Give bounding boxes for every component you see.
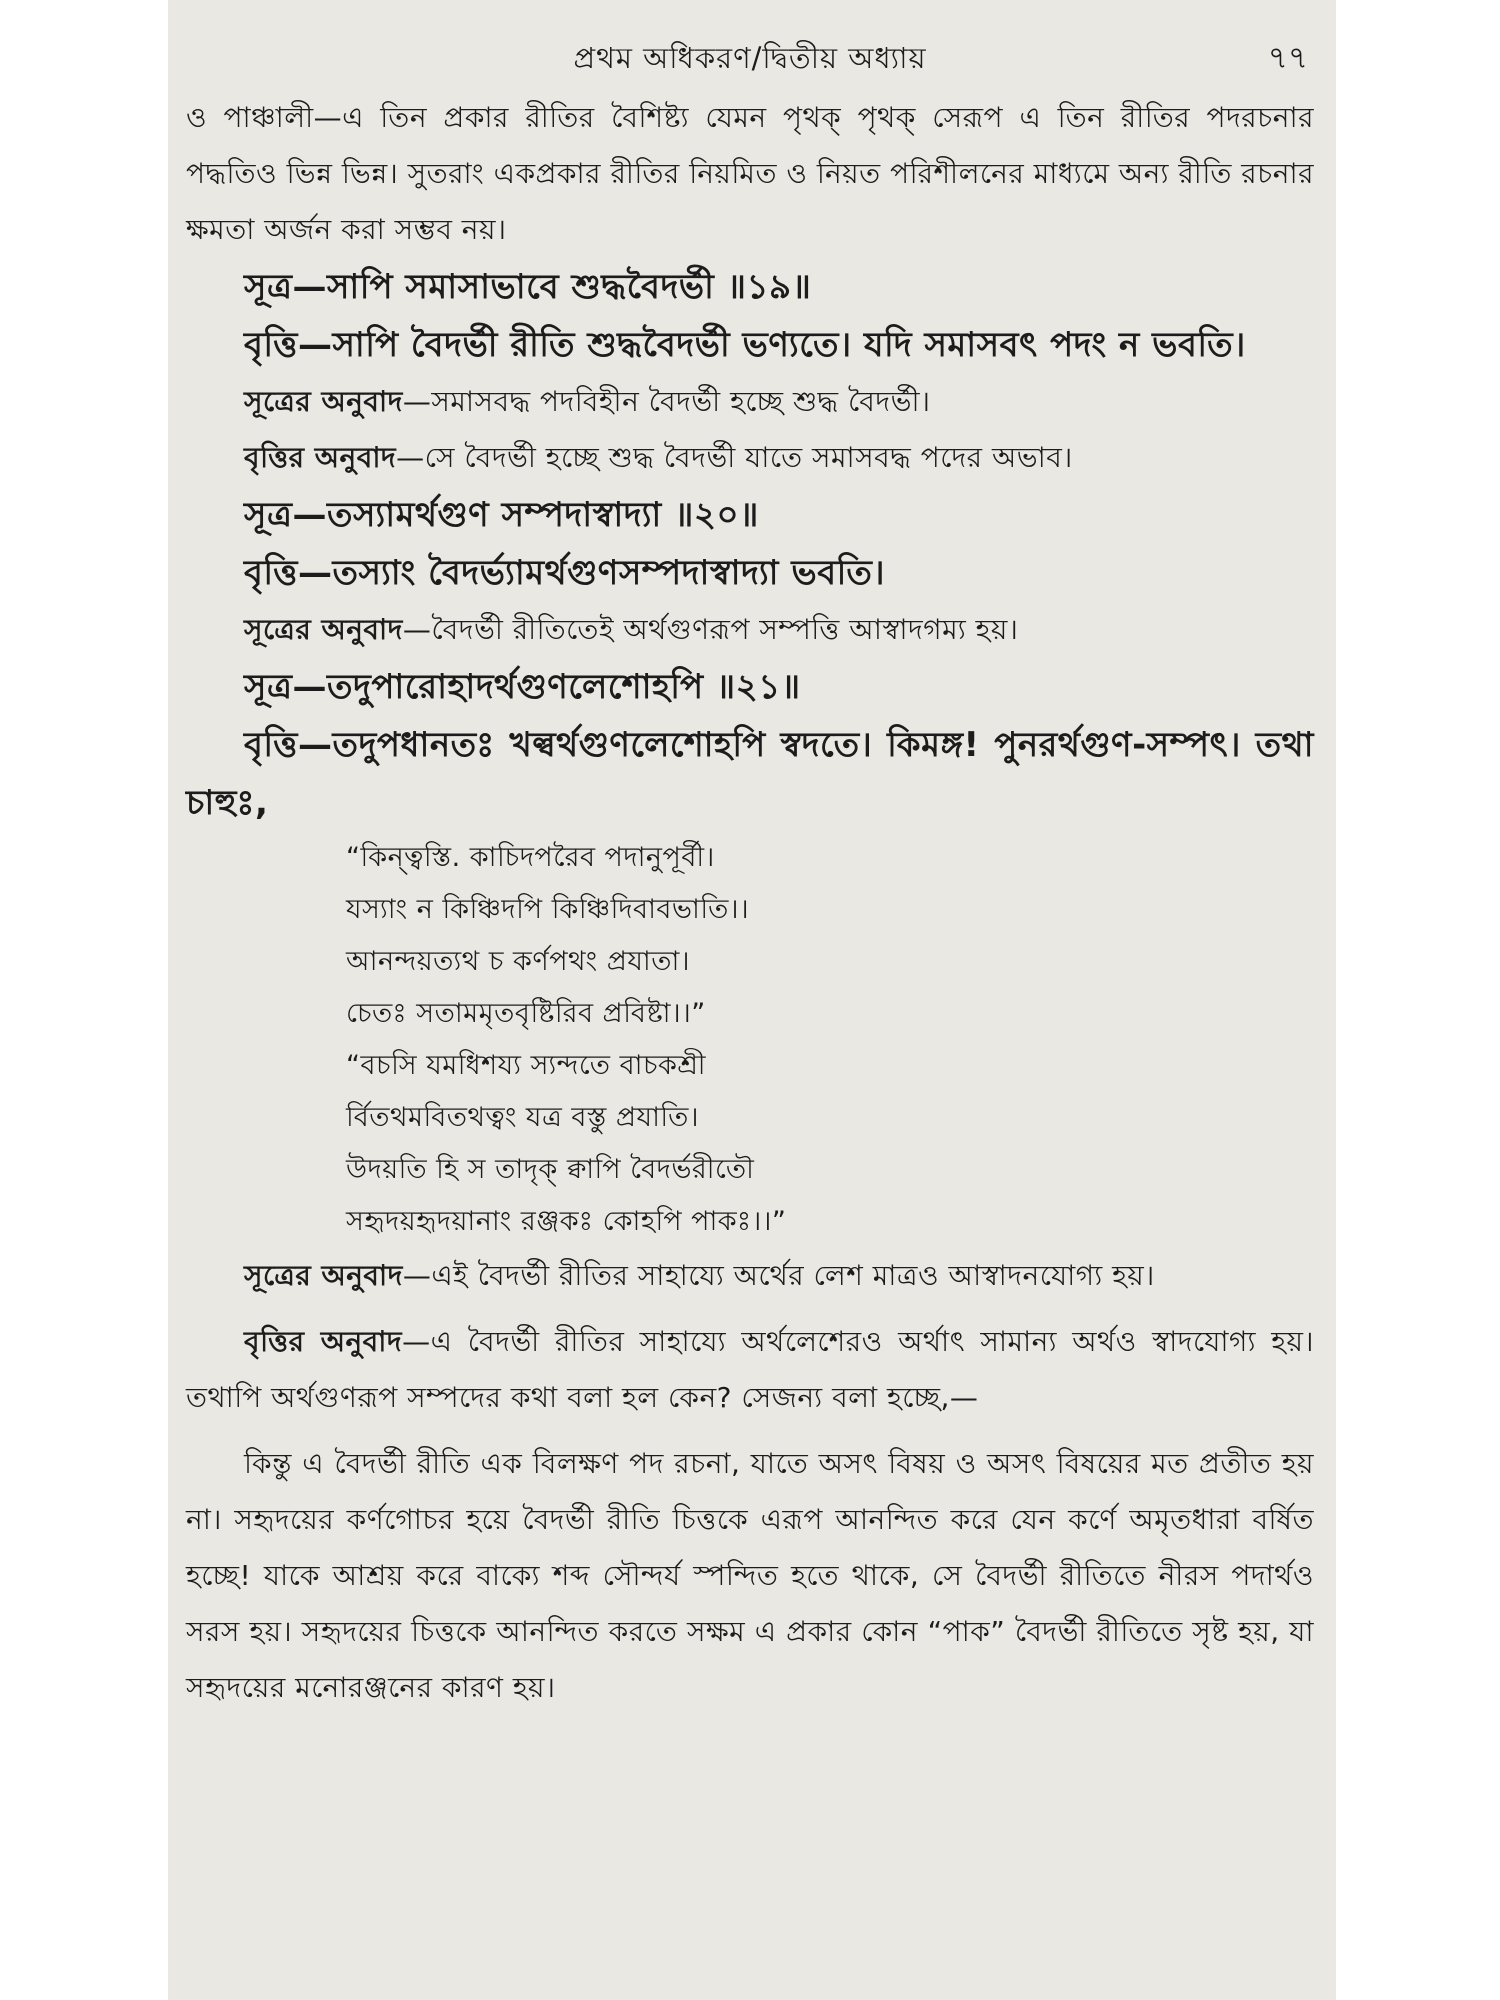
body-text: [186, 90, 1314, 1716]
verse-line: “কিন্ত্বস্তি. কাচিদপরৈব পদানুপূর্বী।: [346, 842, 715, 873]
sutra-translation-label: সূত্রের অনুবাদ: [244, 385, 403, 418]
page-number: ৭৭: [1267, 40, 1308, 76]
running-head: প্রথম অধিকরণ/দ্বিতীয় অধ্যায়: [573, 41, 927, 75]
quoted-verse: [346, 832, 1314, 1248]
sutra-21: সূত্র—তদুপারোহাদর্থগুণলেশোহপি ॥২১॥: [244, 667, 801, 707]
sutra-20-translation: [186, 602, 1314, 658]
verse-line: যস্যাং ন কিঞ্চিদপি কিঞ্চিদিবাবভাতি।।: [346, 894, 750, 925]
page-header: [186, 0, 1314, 90]
sutra-translation-label: সূত্রের অনুবাদ: [244, 1259, 403, 1292]
spacer: [186, 1304, 1314, 1314]
paragraph-intro: ও পাঞ্চালী—এ তিন প্রকার রীতির বৈশিষ্ট্য যেমন পৃথক্ পৃথক্ সেরূপ এ তিন রীতির পদরচনার পদ্ধতিও ভিন্ন ভিন্ন। সুতরাং একপ্রকার রীতির নিয়মিত ও নিয়ত পরিশীলনের মাধ্যমে অন্য রীতি রচনার ক্ষমতা অর্জন করা সম্ভব নয়।: [186, 101, 1314, 246]
verse-line: উদয়তি হি স তাদৃক্ ক্বাপি বৈদর্ভরীতৌ: [346, 1154, 755, 1185]
verse-line: র্বিতথমবিতথত্বং যত্র বস্তু প্রযাতি।: [346, 1102, 700, 1133]
spacer: [186, 1426, 1314, 1436]
vritti-translation-label: বৃত্তির অনুবাদ: [244, 441, 397, 474]
vritti-translation-label: বৃত্তির অনুবাদ: [244, 1325, 403, 1358]
verse-line: “বচসি যমধিশয্য স্যন্দতে বাচকশ্রী: [346, 1050, 706, 1081]
sutra-translation-text: —এই বৈদর্ভী রীতির সাহায্যে অর্থের লেশ মাত্রও আস্বাদনযোগ্য হয়।: [402, 1259, 1155, 1292]
sutra-translation-label: সূত্রের অনুবাদ: [244, 613, 403, 646]
vritti-21: বৃত্তি—তদুপধানতঃ খল্বর্থগুণলেশোহপি স্বদতে। কিমঙ্গ! পুনরর্থগুণ-সম্পৎ। তথা চাহুঃ,: [186, 725, 1314, 823]
sutra-19: সূত্র—সাপি সমাসাভাবে শুদ্ধবৈদর্ভী ॥১৯॥: [244, 267, 812, 307]
verse-line: সহৃদয়হৃদয়ানাং রঞ্জকঃ কোহপি পাকঃ।।”: [346, 1206, 787, 1237]
verse-line: আনন্দয়ত্যথ চ কর্ণপথং প্রযাতা।: [346, 946, 691, 977]
vritti-21-translation: [186, 1314, 1314, 1426]
paragraph-commentary: কিন্তু এ বৈদর্ভী রীতি এক বিলক্ষণ পদ রচনা, যাতে অসৎ বিষয় ও অসৎ বিষয়ের মত প্রতীত হয় না। সহৃদয়ের কর্ণগোচর হয়ে বৈদর্ভী রীতি চিত্তকে এরূপ আনন্দিত করে যেন কর্ণে অমৃতধারা বর্ষিত হচ্ছে! যাকে আশ্রয় করে বাক্যে শব্দ সৌন্দর্য স্পন্দিত হতে থাকে, সে বৈদর্ভী রীতিতে নীরস পদার্থও সরস হয়। সহৃদয়ের চিত্তকে আনন্দিত করতে সক্ষম এ প্রকার কোন “পাক” বৈদর্ভী রীতিতে সৃষ্ট হয়, যা সহৃদয়ের মনোরঞ্জনের কারণ হয়।: [186, 1447, 1314, 1704]
vritti-19: বৃত্তি—সাপি বৈদর্ভী রীতি শুদ্ধবৈদর্ভী ভণ্যতে। যদি সমাসবৎ পদং ন ভবতি।: [244, 325, 1246, 365]
sutra-21-translation: [186, 1248, 1314, 1304]
sutra-translation-text: —সমাসবদ্ধ পদবিহীন বৈদর্ভী হচ্ছে শুদ্ধ বৈদর্ভী।: [402, 385, 931, 418]
sutra-20: সূত্র—তস্যামর্থগুণ সম্পদাস্বাদ্যা ॥২০॥: [244, 495, 759, 535]
vritti-19-translation: [186, 430, 1314, 486]
vritti-20: বৃত্তি—তস্যাং বৈদর্ভ্যামর্থগুণসম্পদাস্বাদ্যা ভবতি।: [244, 553, 886, 593]
book-page: [168, 0, 1336, 2000]
sutra-19-translation: [186, 374, 1314, 430]
verse-line: চেতঃ সতামমৃতবৃষ্টিরিব প্রবিষ্টা।।”: [346, 998, 706, 1029]
vritti-translation-text: —সে বৈদর্ভী হচ্ছে শুদ্ধ বৈদর্ভী যাতে সমাসবদ্ধ পদের অভাব।: [396, 441, 1073, 474]
vritti-translation-text: —এ বৈদর্ভী রীতির সাহায্যে অর্থলেশেরও অর্থাৎ সামান্য অর্থও স্বাদযোগ্য হয়। তথাপি অর্থগুণরূপ সম্পদের কথা বলা হল কেন? সেজন্য বলা হচ্ছে,—: [186, 1325, 1314, 1414]
sutra-translation-text: —বৈদর্ভী রীতিতেই অর্থগুণরূপ সম্পত্তি আস্বাদগম্য হয়।: [402, 613, 1019, 646]
